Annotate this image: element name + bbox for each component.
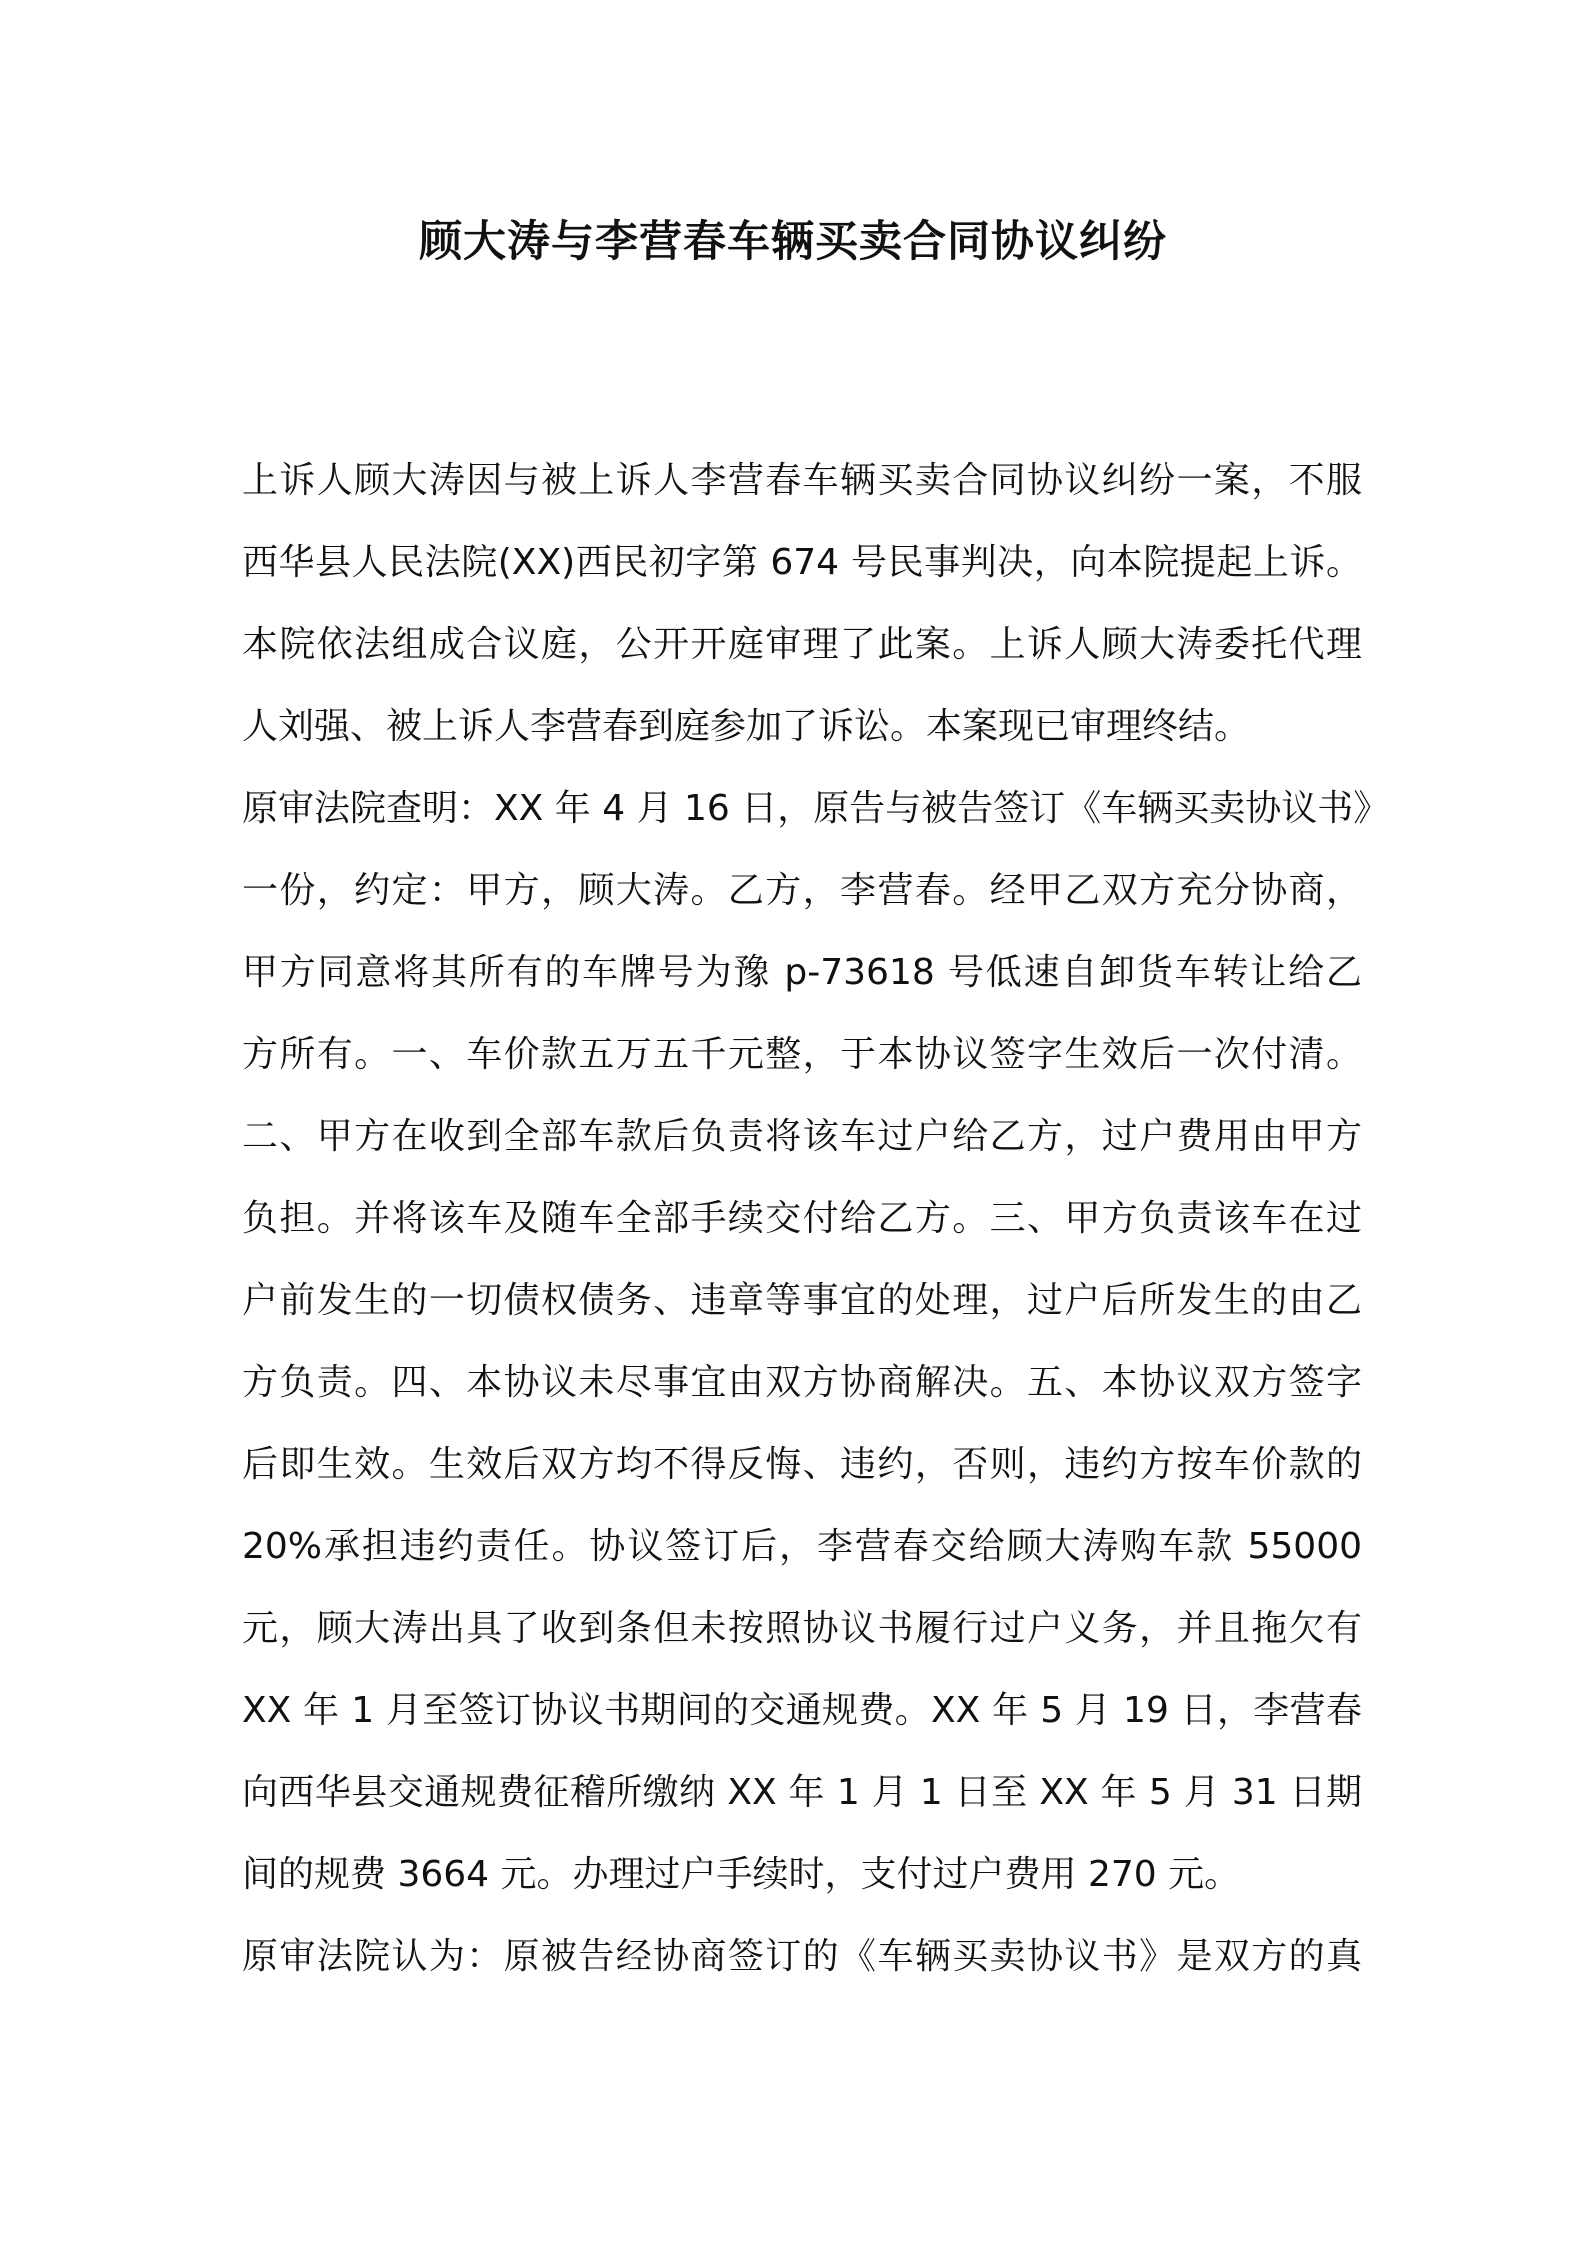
body-line: 一份，约定：甲方，顾大涛。乙方，李营春。经甲乙双方充分协商， [242,870,1362,911]
body-line: 方负责。四、本协议未尽事宜由双方协商解决。五、本协议双方签字 [242,1362,1362,1403]
document-body [242,440,1390,1998]
body-line: 元，顾大涛出具了收到条但未按照协议书履行过户义务，并且拖欠有 [242,1608,1362,1649]
body-line: 原审法院认为：原被告经协商签订的《车辆买卖协议书》是双方的真 [242,1936,1362,1977]
body-line: 人刘强、被上诉人李营春到庭参加了诉讼。本案现已审理终结。 [242,706,1251,747]
body-line: 甲方同意将其所有的车牌号为豫 p-73618 号低速自卸货车转让给乙 [242,952,1362,993]
body-line: 西华县人民法院(XX)西民初字第 674 号民事判决，向本院提起上诉。 [242,542,1362,583]
body-line: 原审法院查明：XX 年 4 月 16 日，原告与被告签订《车辆买卖协议书》 [242,788,1390,829]
body-line: 户前发生的一切债权债务、违章等事宜的处理，过户后所发生的由乙 [242,1280,1362,1321]
body-line: 20%承担违约责任。协议签订后，李营春交给顾大涛购车款 55000 [242,1526,1362,1567]
body-line: 后即生效。生效后双方均不得反悔、违约，否则，违约方按车价款的 [242,1444,1362,1485]
body-line: 负担。并将该车及随车全部手续交付给乙方。三、甲方负责该车在过 [242,1198,1362,1239]
body-line: XX 年 1 月至签订协议书期间的交通规费。XX 年 5 月 19 日，李营春 [242,1690,1362,1731]
body-line: 上诉人顾大涛因与被上诉人李营春车辆买卖合同协议纠纷一案，不服 [242,460,1362,501]
body-line: 间的规费 3664 元。办理过户手续时，支付过户费用 270 元。 [242,1854,1241,1895]
body-line: 二、甲方在收到全部车款后负责将该车过户给乙方，过户费用由甲方 [242,1116,1362,1157]
document-title: 顾大涛与李营春车辆买卖合同协议纠纷 [419,217,1167,267]
body-line: 本院依法组成合议庭，公开开庭审理了此案。上诉人顾大涛委托代理 [242,624,1362,665]
body-line: 方所有。一、车价款五万五千元整，于本协议签字生效后一次付清。 [242,1034,1362,1075]
body-line: 向西华县交通规费征稽所缴纳 XX 年 1 月 1 日至 XX 年 5 月 31 日期 [242,1772,1362,1813]
